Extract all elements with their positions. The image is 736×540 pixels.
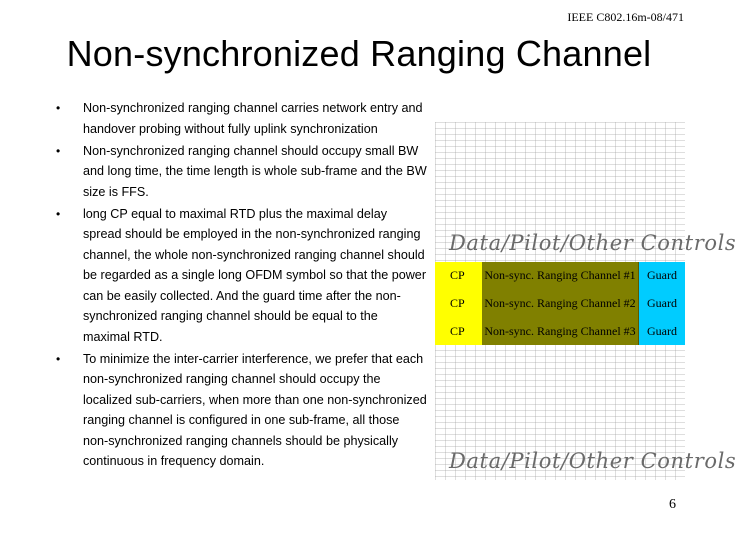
channel-cell: Non-sync. Ranging Channel #3 [482,317,639,345]
ranging-channel-table [435,262,685,345]
bullet-item [56,141,428,203]
ranging-row [435,317,685,345]
bullet-text: Non-synchronized ranging channel carries network entry and handover probing without fully uplink synchronization [83,101,423,136]
bullet-text: Non-synchronized ranging channel should occupy small BW and long time, the time length is whole sub-frame and the BW size is FFS. [83,143,427,199]
channel-cell: Non-sync. Ranging Channel #2 [482,290,639,318]
page-number: 6 [669,497,676,512]
ranging-channel-figure [435,122,736,480]
bullet-item [56,204,428,348]
document-id: IEEE C802.16m-08/471 [567,10,684,24]
bullet-text: To minimize the inter-carrier interference, we prefer that each non-synchronized ranging channel should occupy the localized sub-carriers, when more than one non-synchronized ranging channel is configured in one sub-frame, all those non-synchronized ranging channels should be physically continuous in frequency domain. [83,351,427,468]
bullet-marker: • [56,351,61,366]
bullet-item [56,349,428,472]
bullet-marker: • [56,206,61,221]
guard-cell: Guard [639,317,685,345]
bullet-text: long CP equal to maximal RTD plus the maximal delay spread should be employed in the non-synchronized ranging channel, the whole non-synchronized ranging channel should be regarded as a single long OFDM symbol so that the power can be easily collected. And the guard time after the non-synchronized ranging channel should be equal to the maximal RTD. [83,206,427,344]
guard-cell: Guard [639,262,685,290]
slide-title: Non-synchronized Ranging Channel [66,33,652,74]
cp-cell: CP [435,262,482,290]
cp-cell: CP [435,290,482,318]
ranging-row [435,290,685,318]
bullet-list [56,98,428,473]
bullet-marker: • [56,143,61,158]
top-region-label: Data/Pilot/Other Controls [449,231,736,255]
bottom-region-label: Data/Pilot/Other Controls [449,449,736,473]
cp-cell: CP [435,317,482,345]
channel-cell: Non-sync. Ranging Channel #1 [482,262,639,290]
guard-cell: Guard [639,290,685,318]
bullet-item [56,98,428,139]
ranging-row [435,262,685,290]
bullet-marker: • [56,101,61,115]
